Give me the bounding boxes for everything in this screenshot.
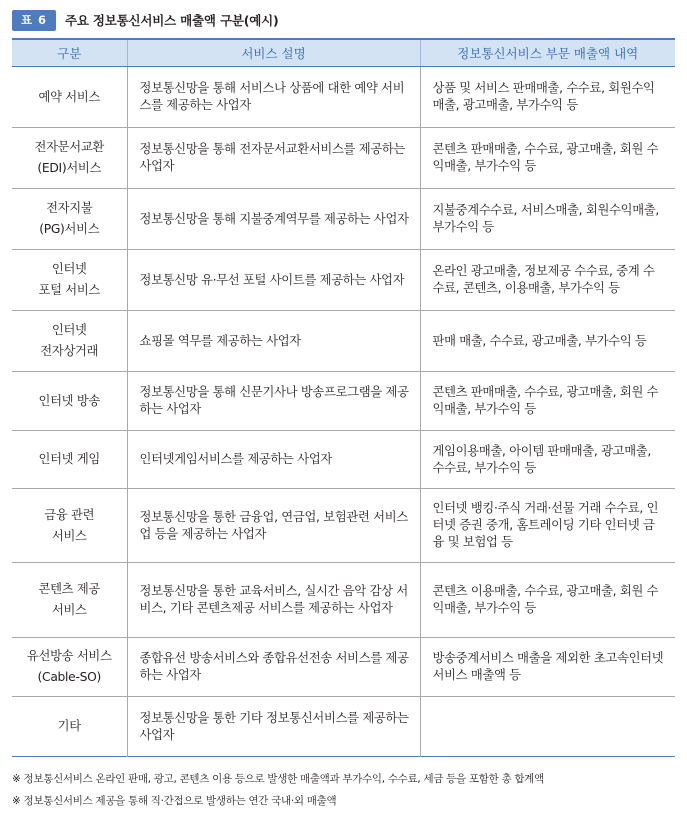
row-category <box>12 250 127 311</box>
row-revenue: 콘텐츠 이용매출, 수수료, 광고매출, 회원 수익매출, 부가수익 등 <box>420 563 675 638</box>
table-row <box>12 372 675 431</box>
row-revenue <box>420 697 675 757</box>
table-row <box>12 189 675 250</box>
category-line: 금융 관련 <box>44 507 95 522</box>
row-category <box>12 563 127 638</box>
category-line: 인터넷 <box>51 262 87 276</box>
category-line: 인터넷 방송 <box>38 393 100 408</box>
row-revenue: 인터넷 뱅킹·주식 거래·선물 거래 수수료, 인터넷 증권 중개, 홈트레이딩 기타 인터넷 금융 및 보험업 등 <box>420 489 675 563</box>
row-category <box>12 372 127 431</box>
row-revenue: 콘텐츠 판매매출, 수수료, 광고매출, 회원 수익매출, 부가수익 등 <box>420 372 675 431</box>
row-revenue: 콘텐츠 판매매출, 수수료, 광고매출, 회원 수익매출, 부가수익 등 <box>420 128 675 189</box>
row-category <box>12 67 127 128</box>
revenue-classification-table <box>12 38 675 757</box>
row-category <box>12 489 127 563</box>
row-revenue: 판매 매출, 수수료, 광고매출, 부가수익 등 <box>420 311 675 372</box>
table-row <box>12 638 675 697</box>
table-row <box>12 489 675 563</box>
row-description: 정보통신망을 통해 지불중계역무를 제공하는 사업자 <box>127 189 420 250</box>
row-category <box>12 638 127 697</box>
table-number-badge: 표 6 <box>12 10 56 31</box>
row-revenue: 방송중계서비스 매출을 제외한 초고속인터넷 서비스 매출액 등 <box>420 638 675 697</box>
row-category <box>12 311 127 372</box>
header-category: 구분 <box>12 39 127 67</box>
row-description: 정보통신망을 통한 금융업, 연금업, 보험관련 서비스업 등을 제공하는 사업자 <box>127 489 420 563</box>
row-description: 정보통신망을 통한 교육서비스, 실시간 음악 감상 서비스, 기타 콘텐츠제공 서비스를 제공하는 사업자 <box>127 563 420 638</box>
category-line: 포털 서비스 <box>38 283 100 297</box>
table-header-row <box>12 39 675 67</box>
row-category <box>12 431 127 489</box>
category-line: 예약 서비스 <box>38 89 100 104</box>
category-line: 전자상거래 <box>40 344 99 358</box>
row-description: 종합유선 방송서비스와 종합유선전송 서비스를 제공하는 사업자 <box>127 638 420 697</box>
row-description: 정보통신망을 통한 기타 정보통신서비스를 제공하는 사업자 <box>127 697 420 757</box>
row-revenue: 온라인 광고매출, 정보제공 수수료, 중계 수수료, 콘텐츠, 이용매출, 부가수익 등 <box>420 250 675 311</box>
category-line: 전자지불 <box>46 201 93 215</box>
row-category <box>12 128 127 189</box>
category-line: 서비스 <box>51 603 87 617</box>
table-row <box>12 431 675 489</box>
category-line: 콘텐츠 제공 <box>38 582 100 596</box>
row-category <box>12 189 127 250</box>
category-line: 유선방송 서비스 <box>26 649 112 663</box>
table-row <box>12 67 675 128</box>
table-title: 주요 정보통신서비스 매출액 구분(예시) <box>65 13 279 28</box>
category-line: 기타 <box>57 719 81 733</box>
row-revenue: 지불중계수수료, 서비스매출, 회원수익매출, 부가수익 등 <box>420 189 675 250</box>
header-description: 서비스 설명 <box>127 39 420 67</box>
row-revenue: 게임이용매출, 아이템 판매매출, 광고매출, 수수료, 부가수익 등 <box>420 431 675 489</box>
table-row <box>12 250 675 311</box>
table-row <box>12 128 675 189</box>
category-line: (PG)서비스 <box>39 222 100 236</box>
row-description: 쇼핑몰 역무를 제공하는 사업자 <box>127 311 420 372</box>
row-description: 정보통신망을 통해 전자문서교환서비스를 제공하는 사업자 <box>127 128 420 189</box>
row-description: 인터넷게임서비스를 제공하는 사업자 <box>127 431 420 489</box>
header-revenue: 정보통신서비스 부문 매출액 내역 <box>420 39 675 67</box>
row-revenue: 상품 및 서비스 판매매출, 수수료, 회원수익 매출, 광고매출, 부가수익 등 <box>420 67 675 128</box>
category-line: 전자문서교환 <box>34 140 104 154</box>
category-line: 인터넷 <box>51 323 87 337</box>
category-line: 인터넷 게임 <box>38 452 100 466</box>
category-line: (EDI)서비스 <box>37 161 102 175</box>
row-description: 정보통신망 유·무선 포털 사이트를 제공하는 사업자 <box>127 250 420 311</box>
category-line: 서비스 <box>51 528 87 543</box>
table-row <box>12 697 675 757</box>
table-row <box>12 311 675 372</box>
table-caption <box>12 9 278 31</box>
footnote-2: ※ 정보통신서비스 제공을 통해 직·간접으로 발생하는 연간 국내·외 매출액 <box>12 795 337 807</box>
category-line: (Cable-SO) <box>37 670 101 684</box>
row-description: 정보통신망을 통해 서비스나 상품에 대한 예약 서비스를 제공하는 사업자 <box>127 67 420 128</box>
row-category <box>12 697 127 757</box>
footnotes <box>12 772 544 816</box>
table-row <box>12 563 675 638</box>
footnote-1: ※ 정보통신서비스 온라인 판매, 광고, 콘텐츠 이용 등으로 발생한 매출액과 부가수익, 수수료, 세금 등을 포함한 총 합계액 <box>12 773 544 785</box>
row-description: 정보통신망을 통해 신문기사나 방송프로그램을 제공하는 사업자 <box>127 372 420 431</box>
